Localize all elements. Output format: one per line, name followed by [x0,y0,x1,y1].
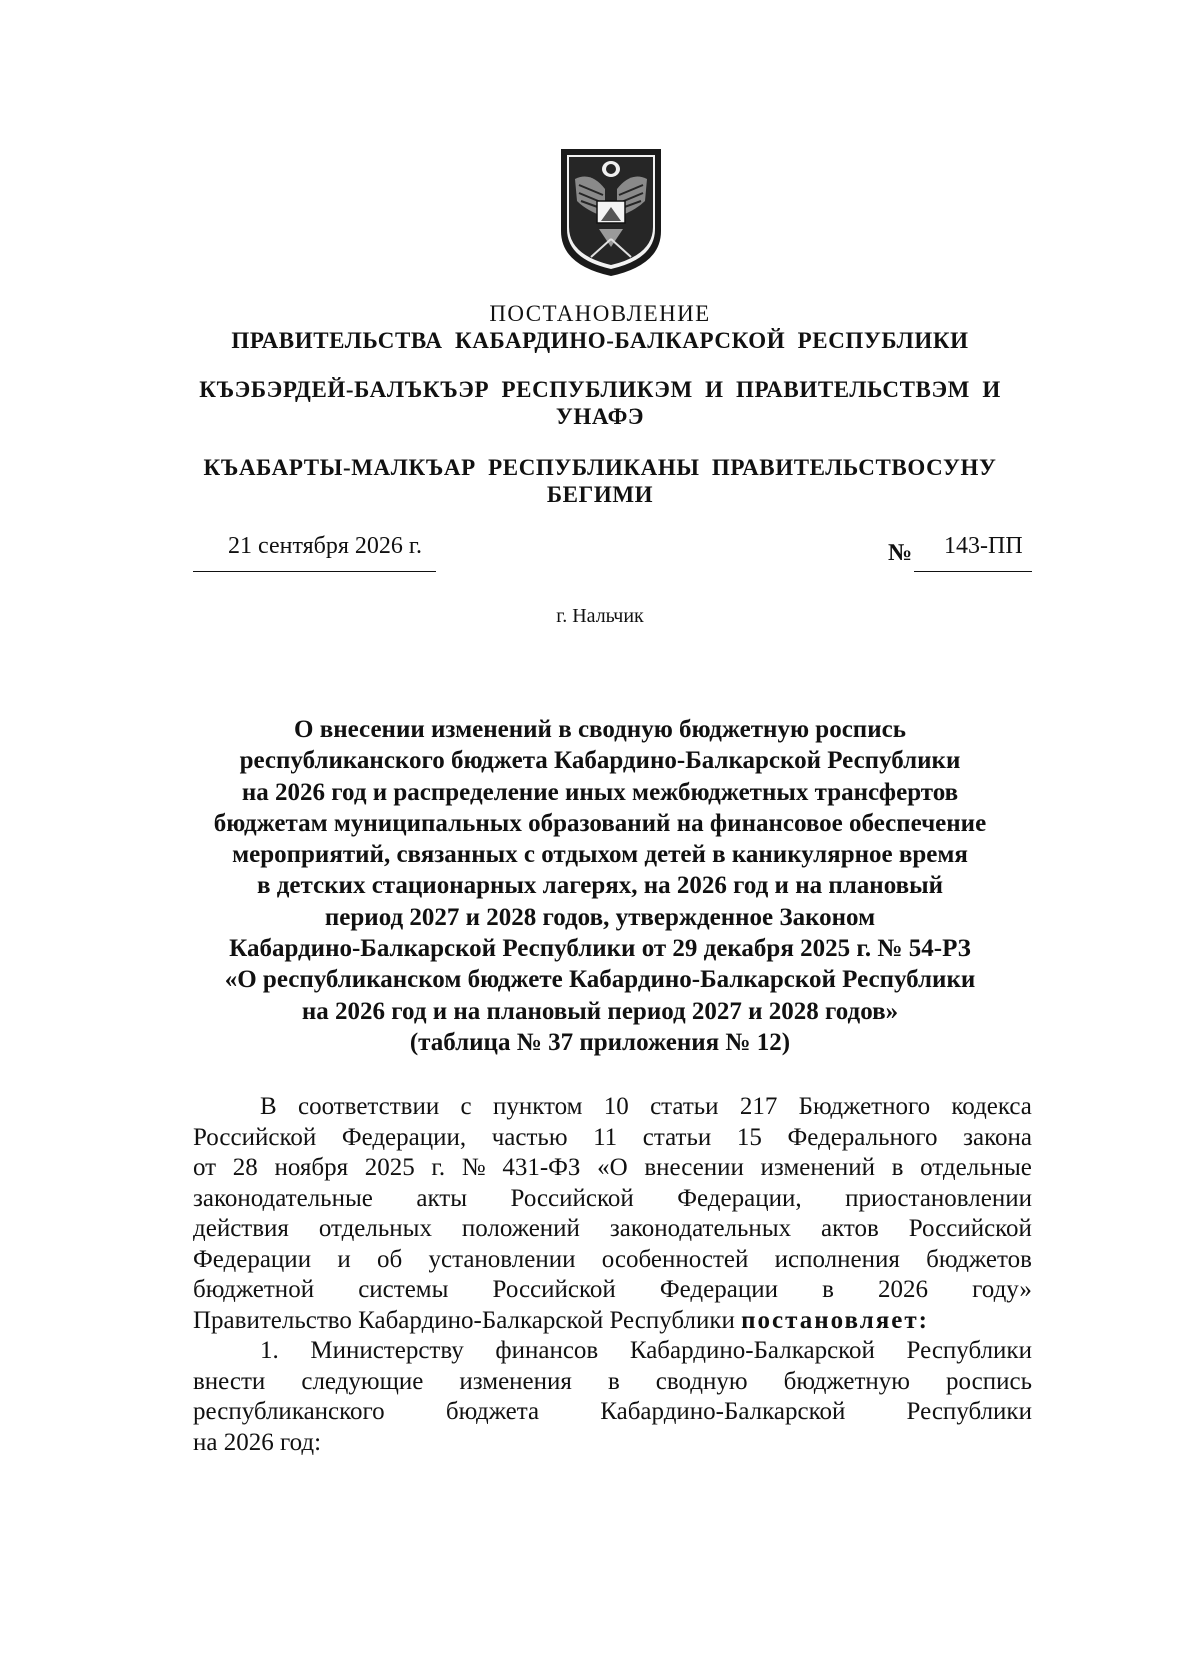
body-word: 28 [232,1154,258,1181]
body-word: действия [193,1215,289,1242]
body-word: системы [358,1276,449,1303]
number-underline [914,571,1032,572]
title-line: республиканского бюджета Кабардино-Балкарской Республики [239,747,961,775]
body-word: законодательных [609,1215,792,1242]
body-word: положений [461,1215,580,1242]
body-word: кодекса [951,1093,1032,1120]
body-line [193,1397,1032,1428]
document-date: 21 сентября 2026 г. [228,533,423,559]
body-word: Российской [492,1276,616,1303]
body-word: сводную [655,1367,748,1395]
body-word: статьи [650,1093,719,1120]
coat-of-arms-icon [555,143,667,279]
body-word: Российской [193,1123,317,1151]
body-word: Министерству [310,1337,464,1364]
body-word: исполнения [774,1245,900,1273]
body-word: особенностей [601,1245,749,1273]
document-type-heading: ПОСТАНОВЛЕНИЕ [489,301,711,326]
body-word: 2025 [364,1154,415,1181]
body-line [193,1275,1032,1306]
body-word: внесении [644,1154,744,1181]
body-word: бюджетов [926,1245,1032,1273]
body-word: законодательные [193,1184,373,1212]
title-line: «О республиканском бюджете Кабардино-Балкарской Республики [224,966,976,994]
body-word: Федерации [659,1276,778,1303]
body-text: Правительство Кабардино-Балкарской Республики [193,1306,742,1334]
body-word: республиканского [193,1398,385,1425]
body-word: В [260,1093,277,1120]
title-line: на 2026 год и распределение иных межбюджетных трансфертов [241,778,959,806]
body-word: закона [963,1123,1032,1151]
body-word: 10 [603,1093,629,1120]
body-word: частью [491,1123,568,1151]
title-line: Кабардино-Балкарской Республики от 29 декабря 2025 г. № 54-РЗ [229,935,971,963]
body-word: «О [597,1154,628,1181]
body-line [193,1153,1032,1184]
title-line: на 2026 год и на плановый период 2027 и 2028 годов» [301,997,899,1025]
body-word: Федерального [787,1123,938,1151]
body-word: в [822,1276,834,1303]
body-line [193,1336,1032,1367]
body-word: г. [431,1154,446,1181]
body-word: 15 [736,1123,762,1151]
body-word: статьи [642,1123,712,1151]
body-word: 217 [739,1093,778,1120]
body-word: отдельные [920,1154,1032,1181]
body-word: Кабардино-Балкарской [600,1398,846,1425]
body-line [193,1367,1032,1398]
balkar-heading-line1: КЪАБАРТЫ-МАЛКЪАР РЕСПУБЛИКАНЫ ПРАВИТЕЛЬСТВОСУНУ [203,455,997,480]
body-word: Российской [908,1215,1032,1242]
body-word: Федерации [193,1245,312,1273]
body-line [193,1306,1032,1337]
title-line: в детских стационарных лагерях, на 2026 год и на плановый [256,872,944,900]
body-word: Республики [906,1398,1032,1425]
body-line [193,1123,1032,1154]
body-word: роспись [946,1367,1032,1395]
title-line: бюджетам муниципальных образований на финансовое обеспечение [213,809,987,837]
title-line: мероприятий, связанных с отдыхом детей в каникулярное время [232,841,968,869]
body-word: Федерации, [677,1184,802,1212]
body-word: бюджетной [193,1276,315,1303]
body-word: актов [821,1215,879,1242]
body-word: от [193,1154,217,1181]
body-word: бюджета [445,1398,540,1425]
body-word: пунктом [492,1093,583,1120]
body-word: установлении [428,1245,576,1273]
body-word: изменений [760,1154,875,1181]
body-word: финансов [495,1337,599,1364]
body-word: отдельных [318,1215,432,1242]
body-word: Российской [510,1184,634,1212]
document-title [170,714,1030,1058]
body-word: соответствии [297,1093,440,1120]
title-line: (таблица № 37 приложения № 12) [409,1028,791,1056]
title-line: период 2027 и 2028 годов, утвержденное Законом [324,903,876,931]
body-word: приостановлении [845,1184,1032,1212]
number-sign: № [888,540,913,566]
kabardian-heading-line2: УНАФЭ [555,404,645,429]
body-line [193,1184,1032,1215]
title-line: О внесении изменений в сводную бюджетную роспись [294,716,906,743]
body-word: акты [416,1184,468,1212]
kabardian-heading-line1: КЪЭБЭРДЕЙ-БАЛЪКЪЭР РЕСПУБЛИКЭМ И ПРАВИТЕЛЬСТВЭМ И [199,377,1001,402]
balkar-heading-line2: БЕГИМИ [546,482,654,507]
body-word: году» [972,1276,1032,1303]
body-word: в [891,1154,904,1181]
issuer-heading: ПРАВИТЕЛЬСТВА КАБАРДИНО-БАЛКАРСКОЙ РЕСПУБЛИКИ [231,328,969,353]
body-word: ноября [274,1154,349,1181]
body-word: 11 [593,1123,618,1151]
date-underline [193,571,436,572]
body-word: 431-ФЗ [502,1154,581,1181]
body-word: Кабардино-Балкарской [629,1337,875,1364]
body-word: внести [193,1367,266,1395]
body-word: Бюджетного [798,1093,931,1120]
body-line [193,1245,1032,1276]
body-word: в [607,1367,620,1395]
body-word: с [460,1093,472,1120]
body-word: № [461,1154,486,1181]
body-word: 1. [260,1337,279,1364]
city: г. Нальчик [556,605,644,627]
body-word: следующие [301,1367,424,1395]
body-word: изменения [459,1367,572,1395]
body-word: Федерации, [341,1123,467,1151]
body-line [193,1092,1032,1123]
body-line: на 2026 год: [193,1428,322,1456]
document-body [193,1092,1032,1458]
body-word: и [337,1245,351,1273]
operative-word: постановляет: [741,1306,929,1334]
body-word: 2026 [878,1276,929,1303]
body-line [193,1214,1032,1245]
body-word: Республики [906,1337,1032,1364]
document-number: 143-ПП [944,533,1023,559]
body-word: бюджетную [783,1367,910,1395]
body-word: об [377,1245,403,1273]
